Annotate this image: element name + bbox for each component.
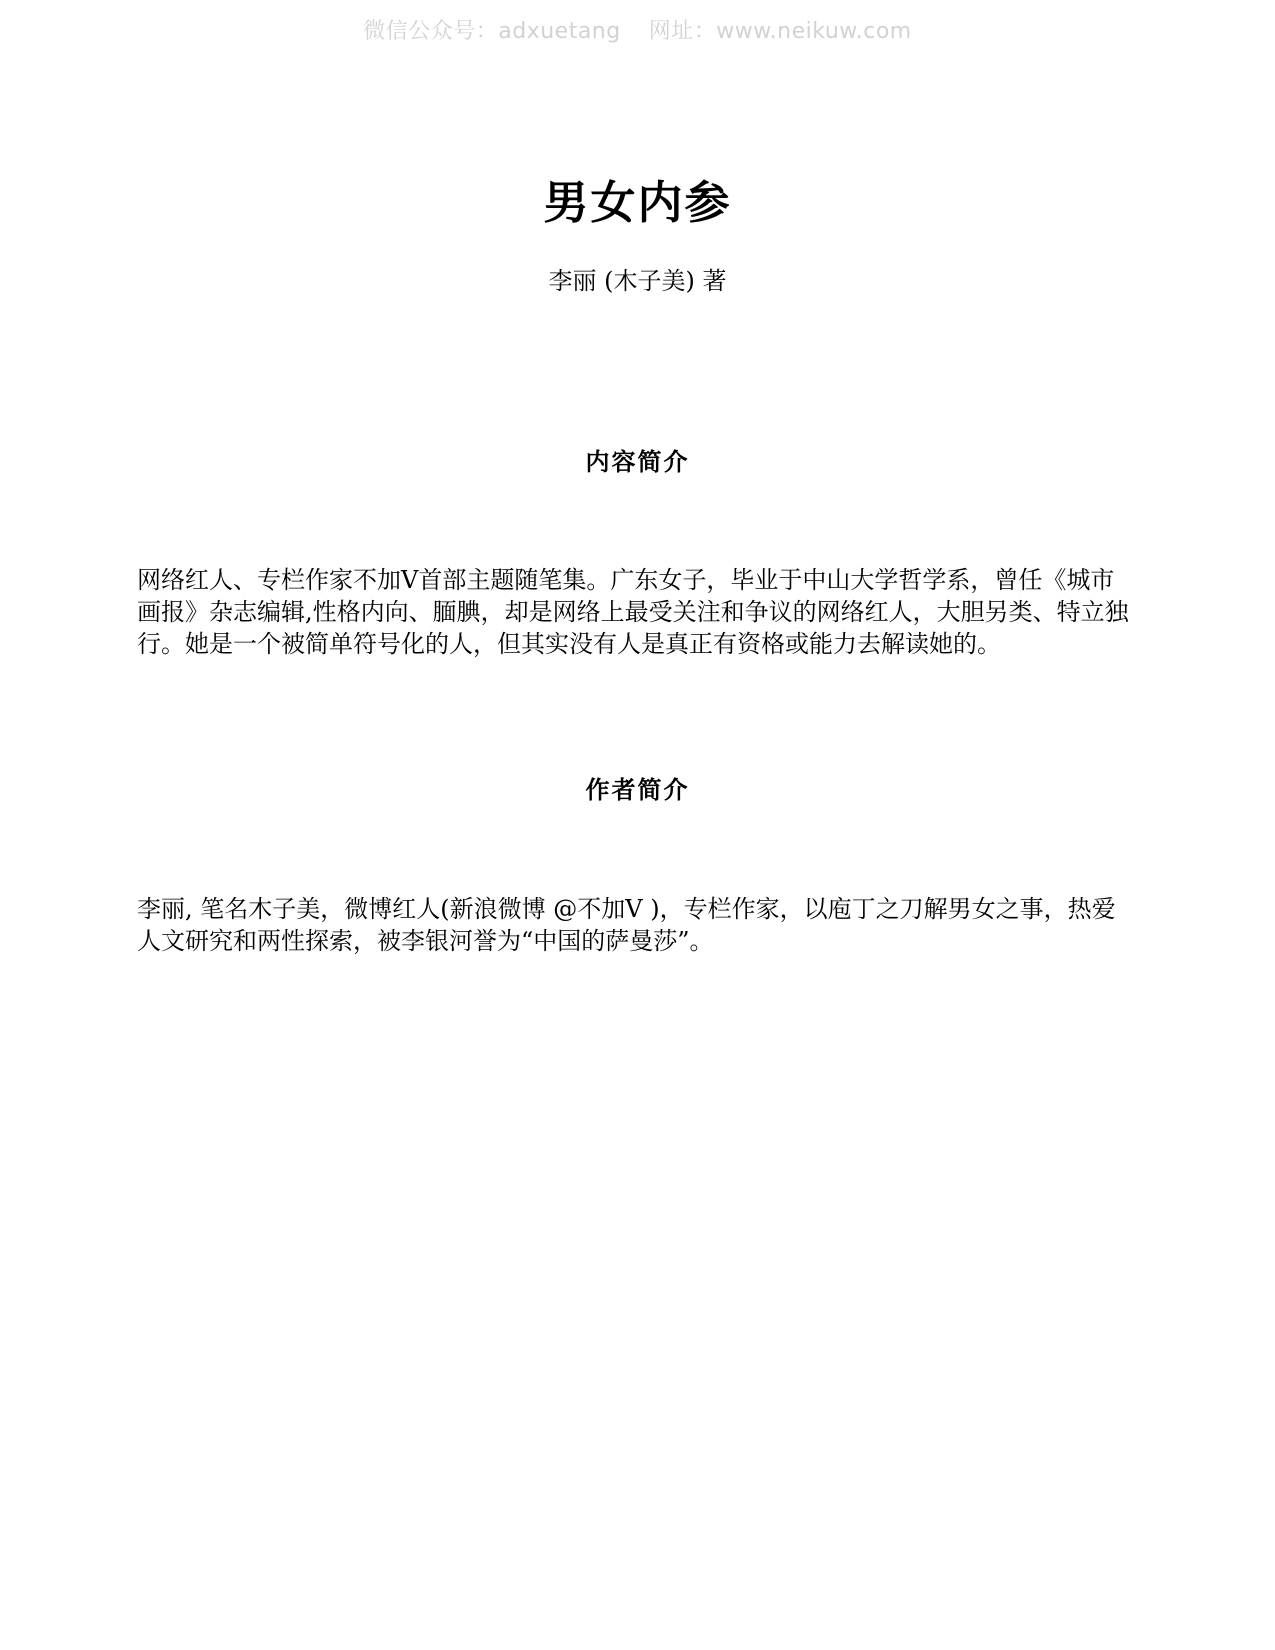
watermark-website: 网址：www.neikuw.com <box>648 19 912 44</box>
intro-heading: 内容简介 <box>585 447 690 476</box>
author-byline: 李丽 (木子美) 著 <box>548 267 727 295</box>
author-bio-paragraph: 李丽, 笔名木子美，微博红人(新浪微博 @不加V )，专栏作家，以庖丁之刀解男女之事，热爱人文研究和两性探索，被李银河誉为“中国的萨曼莎”。 <box>137 895 1116 955</box>
book-title: 男女内参 <box>543 176 732 229</box>
intro-paragraph: 网络红人、专栏作家不加V首部主题随笔集。广东女子，毕业于中山大学哲学系，曾任《城市画报》杂志编辑,性格内向、腼腆，却是网络上最受关注和争议的网络红人，大胆另类、特立独行。她是一个被简单符号化的人，但其实没有人是真正有资格或能力去解读她的。 <box>137 566 1129 658</box>
watermark <box>0 14 1275 45</box>
watermark-wechat: 微信公众号：adxuetang <box>363 19 621 44</box>
author-bio-heading: 作者简介 <box>585 775 690 804</box>
